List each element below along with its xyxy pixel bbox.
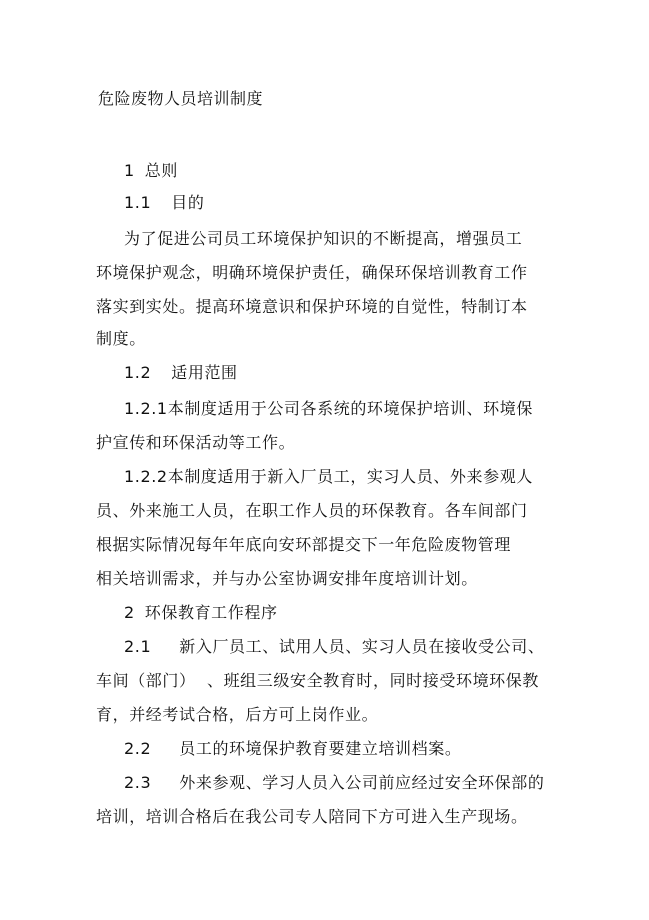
- paragraph-line: 培训，培训合格后在我公司专人陪同下方可进入生产现场。: [96, 807, 528, 826]
- clause-2-1: [124, 634, 544, 657]
- section-1-heading: [124, 158, 178, 181]
- section-label: 总则: [144, 161, 178, 180]
- paragraph-line: 落实到实处。提高环境意识和保护环境的自觉性，特制订本: [96, 297, 528, 316]
- section-number: 1.1: [124, 193, 152, 212]
- clause-text: 本制度适用于公司各系统的环境保护培训、环境保: [167, 399, 533, 418]
- paragraph-line: 制度。: [96, 329, 146, 348]
- paragraph-line: 环境保护观念，明确环境保护责任，确保环保培训教育工作: [96, 263, 528, 282]
- paragraph-line: 员、外来施工人员，在职工作人员的环保教育。各车间部门: [96, 501, 528, 520]
- clause-number: 1.2.2: [124, 467, 168, 486]
- section-1-1-heading: [124, 190, 204, 213]
- clause-text: 新入厂员工、试用人员、实习人员在接收受公司、: [179, 637, 545, 656]
- clause-number: 2.3: [124, 773, 152, 792]
- clause-number: 2.2: [124, 739, 152, 758]
- document-title: 危险废物人员培训制度: [98, 89, 264, 108]
- section-number: 1: [124, 161, 135, 180]
- clause-number: 1.2.1: [124, 399, 168, 418]
- paragraph-line: 为了促进公司员工环境保护知识的不断提高，增强员工: [124, 229, 523, 248]
- section-number: 2: [124, 603, 135, 622]
- section-number: 1.2: [124, 363, 152, 382]
- section-label: 目的: [171, 193, 205, 212]
- clause-number: 2.1: [124, 637, 152, 656]
- section-label: 适用范围: [171, 363, 238, 382]
- paragraph-line: 相关培训需求，并与办公室协调安排年度培训计划。: [96, 569, 478, 588]
- clause-text: 员工的环境保护教育要建立培训档案。: [179, 739, 462, 758]
- section-2-heading: [124, 600, 278, 623]
- paragraph-line: 育，并经考试合格，后方可上岗作业。: [96, 705, 379, 724]
- section-label: 环保教育工作程序: [144, 603, 278, 622]
- clause-1-2-1: [124, 396, 533, 419]
- section-1-2-heading: [124, 360, 238, 383]
- clause-text: 外来参观、学习人员入公司前应经过安全环保部的: [179, 773, 545, 792]
- paragraph-line: 车间（部门） 、班组三级安全教育时，同时接受环境环保教: [96, 671, 539, 690]
- clause-2-2: [124, 736, 461, 759]
- paragraph-line: 护宣传和环保活动等工作。: [96, 433, 296, 452]
- clause-1-2-2: [124, 464, 533, 487]
- clause-text: 本制度适用于新入厂员工，实习人员、外来参观人: [167, 467, 533, 486]
- clause-2-3: [124, 770, 544, 793]
- paragraph-line: 根据实际情况每年年底向安环部提交下一年危险废物管理: [96, 535, 512, 554]
